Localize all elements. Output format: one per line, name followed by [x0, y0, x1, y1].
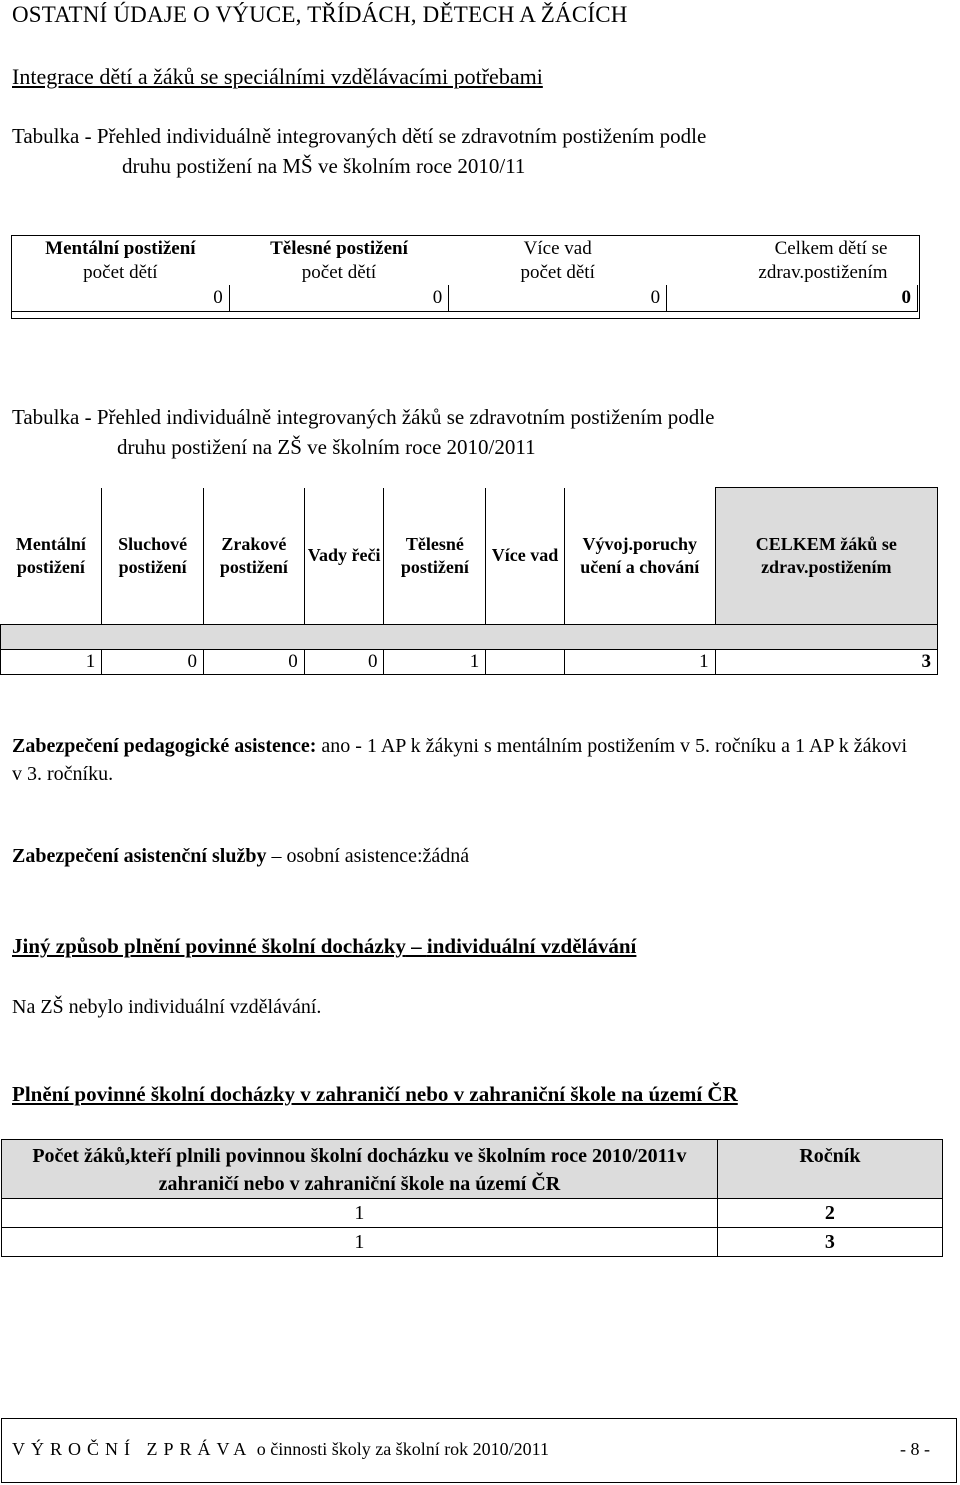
table-row: [2, 1199, 943, 1228]
table1-value: 0: [229, 285, 449, 312]
table2-caption-line2: druhu postižení na ZŠ ve školním roce 2010/2011: [117, 435, 536, 459]
table3-grade: 3: [717, 1228, 942, 1257]
table2: [0, 487, 938, 675]
table3-count: 1: [2, 1199, 718, 1228]
table2-header-row: [1, 488, 938, 625]
individual-education-heading: [12, 932, 636, 960]
table2-header: Tělesné postižení: [384, 488, 486, 625]
table2-header: Vady řeči: [304, 488, 384, 625]
footer-title-rest: o činnosti školy za školní rok 2010/2011: [252, 1439, 550, 1459]
table1-value: 0: [12, 285, 230, 312]
table2-caption-line1: Tabulka - Přehled individuálně integrovaných žáků se zdravotním postižením podle: [12, 405, 715, 429]
page-number: - 8 -: [900, 1439, 930, 1459]
table2-value: 0: [102, 650, 204, 675]
individual-education-text: Na ZŠ nebylo individuální vzdělávání.: [12, 996, 322, 1018]
table2-value: 1: [1, 650, 102, 675]
table1-header-title: Více vad: [523, 238, 592, 259]
table2-value: 0: [304, 650, 384, 675]
table1-value: 0: [667, 285, 918, 312]
table2-header: Mentální postižení: [15, 533, 86, 577]
table2-spacer: [1, 625, 938, 650]
table3-grade: 2: [717, 1199, 942, 1228]
table1-header-row: [12, 235, 918, 285]
individual-heading-b: individuální vzdělávání: [426, 934, 637, 958]
table3-header-count: Počet žáků,kteří plnili povinnou školní docházku ve školním roce 2010/2011v zahraničí nebo v zahraniční škole na území ČR: [2, 1140, 718, 1199]
footer-title: [12, 1439, 549, 1460]
table1-header-sub: počet dětí: [83, 262, 158, 283]
assistance-service: [12, 842, 469, 870]
table2-caption: [12, 402, 714, 462]
table-row: [1, 650, 938, 675]
page-footer: [1, 1418, 957, 1483]
table3-count: 1: [2, 1228, 718, 1257]
table2-value: [486, 650, 565, 675]
pedagogical-assistance: [12, 732, 912, 788]
table1-caption: [12, 121, 706, 181]
table1: [11, 235, 918, 312]
table3-header-grade: Ročník: [717, 1140, 942, 1199]
table1-header-sub: počet dětí: [301, 262, 377, 283]
table2-spacer-row: [1, 625, 938, 650]
table2-header: Vývoj.poruchy učení a chování: [564, 488, 715, 625]
individual-heading-a: Jiný způsob plnění povinné školní docházky: [12, 934, 406, 958]
individual-heading-dash: –: [405, 934, 427, 958]
assistance-service-text: – osobní asistence:žádná: [266, 845, 470, 867]
table2-value: 0: [204, 650, 305, 675]
subsection-title: Integrace dětí a žáků se speciálními vzdělávacími potřebami: [12, 64, 543, 89]
pedagogical-assistance-text: ano - 1 AP k žákyni s mentálním postižením v 5. ročníku a 1 AP k žákovi v 3. ročníku.: [12, 735, 908, 785]
section-title: OSTATNÍ ÚDAJE O VÝUCE, TŘÍDÁCH, DĚTECH A ŽÁCÍCH: [12, 2, 628, 27]
table2-value: 3: [715, 650, 937, 675]
table1-header: [229, 235, 449, 285]
table1-header-title: Tělesné postižení: [270, 238, 408, 259]
table1-caption-line2: druhu postižení na MŠ ve školním roce 2010/11: [122, 154, 526, 178]
table1-value: 0: [449, 285, 667, 312]
table2-header: Zrakové postižení: [204, 488, 305, 625]
table1-caption-line1: Tabulka - Přehled individuálně integrovaných dětí se zdravotním postižením podle: [12, 124, 707, 148]
table2-header: Více vad: [486, 488, 565, 625]
table1-header: [449, 235, 667, 285]
table1-header-sub: počet dětí: [520, 262, 595, 283]
table2-value: 1: [384, 650, 486, 675]
table2-header: Sluchové postižení: [102, 488, 204, 625]
assistance-service-label: Zabezpečení asistenční služby: [12, 845, 267, 867]
table1-header-title: Mentální postižení: [45, 238, 196, 259]
table1-header: [667, 235, 918, 285]
table1-header: [12, 235, 230, 285]
table2-header: CELKEM žáků se zdrav.postižením: [715, 488, 937, 625]
table3: [1, 1139, 943, 1257]
table3-header-row: [2, 1140, 943, 1199]
table-row: [2, 1228, 943, 1257]
table2-value: 1: [564, 650, 715, 675]
pedagogical-assistance-label: Zabezpečení pedagogické asistence:: [12, 735, 317, 757]
abroad-heading: Plnění povinné školní docházky v zahraničí nebo v zahraniční škole na území ČR: [12, 1082, 738, 1106]
footer-title-spaced: VÝROČNÍ ZPRÁVA: [12, 1439, 253, 1459]
table-row: [12, 285, 918, 312]
table1-header-title: Celkem dětí se zdrav.postižením: [758, 238, 888, 283]
